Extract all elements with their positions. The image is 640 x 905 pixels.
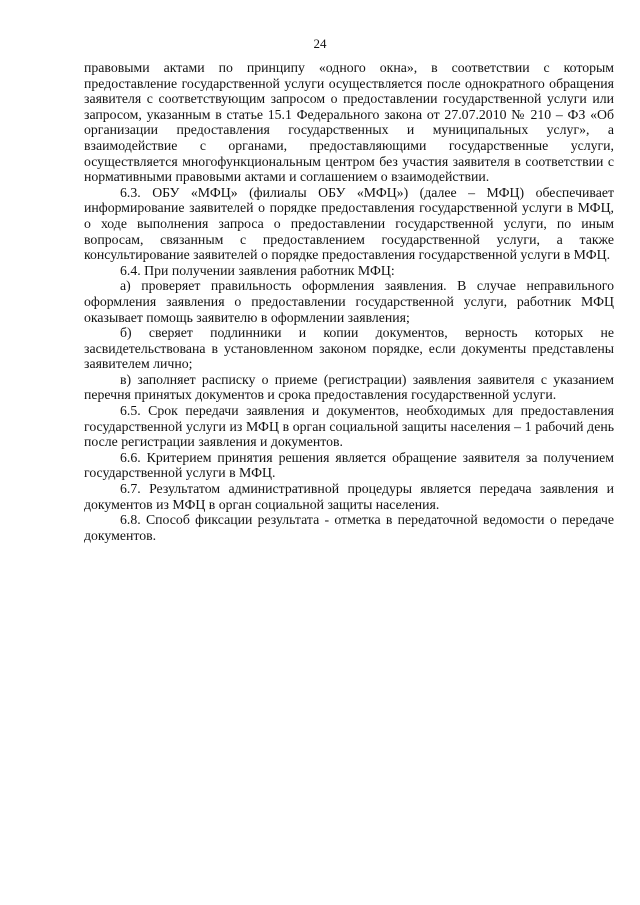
paragraph-6-8: 6.8. Способ фиксации результата - отметка в передаточной ведомости о передаче документов. (84, 512, 614, 543)
paragraph-6-4-a: а) проверяет правильность оформления заявления. В случае неправильного оформления заявления о предоставлении государственной услуги, работник МФЦ оказывает помощь заявителю в оформлении заявления; (84, 278, 614, 325)
paragraph-6-3: 6.3. ОБУ «МФЦ» (филиалы ОБУ «МФЦ») (далее – МФЦ) обеспечивает информирование заявителей о порядке предоставления государственной услуги в МФЦ, о ходе выполнения запроса о предоставлении государственной услуги, по иным вопросам, связанным с предоставлением государственной услуги, а также консультирование заявителей о порядке предоставления государственной услуги в МФЦ. (84, 184, 614, 263)
paragraph-continuation: правовыми актами по принципу «одного окна», в соответствии с которым предоставление государственной услуги осуществляется после однократного обращения заявителя с соответствующим запросом о предоставлении государственной услуги или запросом, указанным в статье 15.1 Федерального закона от 27.07.2010 № 210 – ФЗ «Об организации предоставления государственных и муниципальных услуг», а взаимодействие с органами, предоставляющими государственные услуги, осуществляется многофункциональным центром без участия заявителя в соответствии с нормативными правовыми актами и соглашением о взаимодействии. (84, 60, 614, 185)
paragraph-6-4-b: б) сверяет подлинники и копии документов, верность которых не засвидетельствована в установленном законом порядке, если документы представлены заявителем лично; (84, 325, 614, 372)
paragraph-6-6: 6.6. Критерием принятия решения является обращение заявителя за получением государственной услуги в МФЦ. (84, 449, 614, 481)
page-number: 24 (313, 36, 327, 51)
paragraph-6-4-v: в) заполняет расписку о приеме (регистрации) заявления заявителя с указанием перечня принятых документов и срока предоставления государственной услуги. (84, 371, 614, 403)
paragraph-6-5: 6.5. Срок передачи заявления и документов, необходимых для предоставления государственной услуги из МФЦ в орган социальной защиты населения – 1 рабочий день после регистрации заявления и документов. (84, 403, 614, 450)
paragraph-6-4: 6.4. При получении заявления работник МФЦ: (120, 262, 395, 278)
paragraph-6-7: 6.7. Результатом административной процедуры является передача заявления и документов из МФЦ в орган социальной защиты населения. (84, 481, 614, 512)
document-body (84, 60, 614, 543)
